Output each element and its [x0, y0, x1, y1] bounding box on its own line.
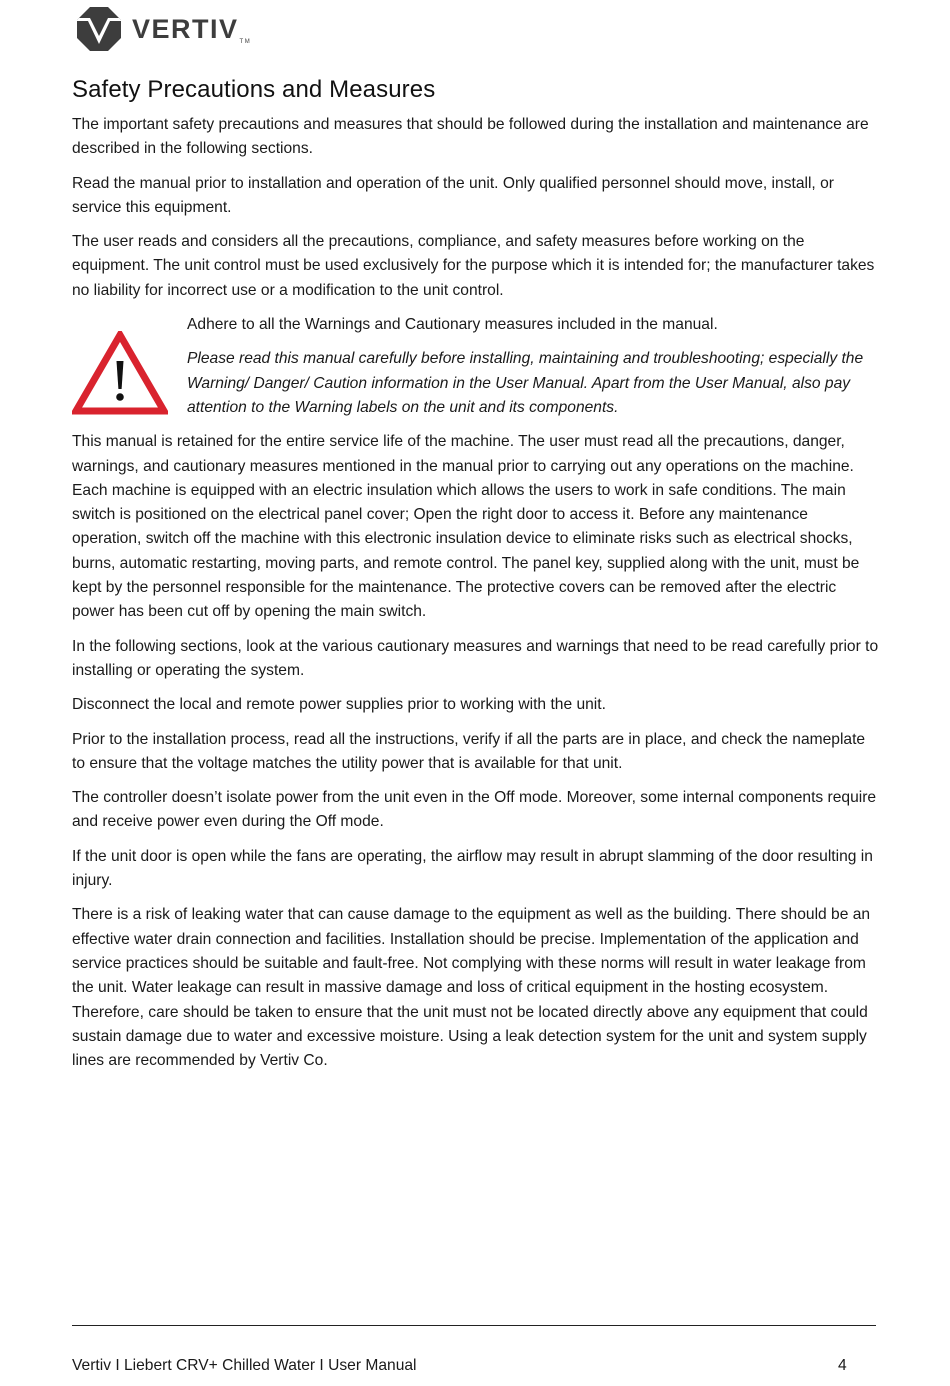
footer-divider	[72, 1325, 876, 1326]
vertiv-v-logo-icon	[76, 6, 122, 52]
vertiv-logo	[76, 6, 251, 52]
logo-wordmark: VERTIVTM	[132, 13, 252, 45]
paragraph: The controller doesn’t isolate power from the unit even in the Off mode. Moreover, some internal components require and receive power even during the Off mode.	[72, 789, 877, 831]
paragraph: There is a risk of leaking water that can cause damage to the equipment as well as the building. There should be an effective water drain connection and facilities. Installation should be precise. Implementation of the application and service practices should be suitable and fault-free. Not complying with these norms will result in water leakage from the unit. Water leakage can result in massive damage and loss of critical equipment in the hosting ecosystem. Therefore, care should be taken to ensure that the unit must not be located directly above any equipment that could sustain damage due to water and excessive moisture. Using a leak detection system for the unit and system supply lines are recommended by Vertiv Co.	[72, 906, 871, 1070]
paragraph: This manual is retained for the entire service life of the machine. The user must read all the precautions, danger, warnings, and cautionary measures mentioned in the manual prior to carrying out any operations on the machine. Each machine is equipped with an electric insulation which allows the users to work in safe conditions. The main switch is positioned on the electrical panel cover; Open the right door to access it. Before any maintenance operation, switch off the machine with this electronic insulation device to eliminate risks such as electrical shocks, burns, automatic restarting, moving parts, and remote control. The panel key, supplied along with the unit, must be kept by the personnel responsible for the maintenance. The protective covers can be removed after the electric power has been cut off by opening the main switch.	[72, 433, 860, 621]
paragraph: Prior to the installation process, read all the instructions, verify if all the parts are in place, and check the nameplate to ensure that the voltage matches the utility power that is available for that unit.	[72, 730, 866, 772]
paragraph: If the unit door is open while the fans are operating, the airflow may result in abrupt slamming of the door resulting in injury.	[72, 847, 873, 890]
paragraph: Disconnect the local and remote power supplies prior to working with the unit.	[72, 696, 606, 714]
warning-text	[187, 313, 880, 420]
warning-italic-note: Please read this manual carefully before installing, maintaining and troubleshooting; especially the Warning/ Danger/ Caution information in the User Manual. Apart from the User Manual, also pay attention to the Warning labels on the unit and its components.	[187, 350, 864, 416]
paragraph: In the following sections, look at the various cautionary measures and warnings that need to be read carefully prior to installing or operating the system.	[72, 637, 879, 679]
paragraph: Read the manual prior to installation and operation of the unit. Only qualified personnel should move, install, or service this equipment.	[72, 174, 834, 216]
page-number: 4	[838, 1357, 847, 1374]
paragraph: The user reads and considers all the precautions, compliance, and safety measures before working on the equipment. The unit control must be used exclusively for the purpose which it is intended for; the manufacturer takes no liability for incorrect use or a modification to the unit control.	[72, 233, 875, 299]
paragraph: The important safety precautions and measures that should be followed during the installation and maintenance are described in the following sections.	[72, 116, 869, 158]
footer-title: Vertiv I Liebert CRV+ Chilled Water I User Manual	[72, 1357, 417, 1374]
warning-callout	[72, 313, 880, 420]
main-content	[72, 76, 880, 1083]
section-title: Safety Precautions and Measures	[72, 76, 436, 103]
warning-triangle-icon	[72, 313, 187, 420]
warning-line: Adhere to all the Warnings and Cautionary measures included in the manual.	[187, 316, 718, 334]
